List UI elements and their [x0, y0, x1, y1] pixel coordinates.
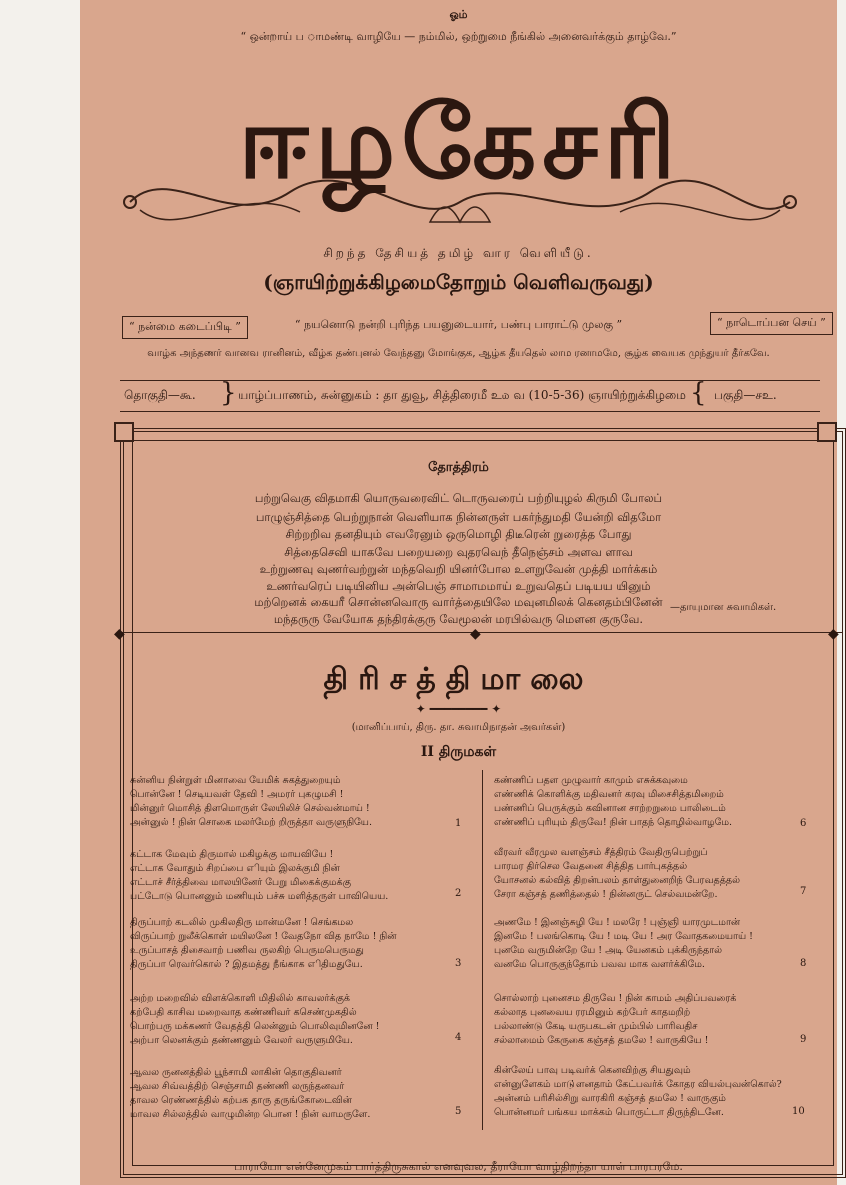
- stanza: [130, 1066, 370, 1122]
- stanza-line: உருப்பாசத் திசைவாற் பணிவ ருலகிற் பெருமபெருமது: [130, 945, 364, 956]
- title-ornament: ✦ ━━━━━━━━ ✦: [415, 702, 502, 716]
- poem-line: உணர்வரெப் படியினிய அன்பெஞ் சாமாமமாய் உறுவதெப் படியய யினும்: [266, 579, 651, 593]
- slogan-middle: “ நயனொடு நன்றி புரிந்த பயனுடையார், பண்பு பாராட்டு முலகு ”: [294, 318, 623, 331]
- stanza-line: கற்பேதி காசிவ மறைவாத கண்ணிவர் கசெண்முகதில்: [130, 1007, 357, 1018]
- stanza-line: வீரவர் வீரமுல வளஞ்சம் சீத்திரம் வேதிருபெற்றுப்: [494, 847, 708, 858]
- stanza-line: அன்னம் பரிசில்சிறு வாரகிரி கஞ்சத் தமலே ! வாருகும்: [494, 1093, 726, 1104]
- diamond-icon: ◆: [114, 626, 125, 642]
- brace-left-icon: }: [220, 378, 237, 408]
- corner-ornament-icon: [817, 422, 837, 442]
- stanza-line: மாவல சில்லத்தில் வாழுமின்ற பொன ! நின் வாமருளே.: [130, 1109, 371, 1120]
- stanza-line: அற்ற மறைவில் விளக்கொளி மிதிலில் காவலர்க்குக்: [130, 993, 350, 1004]
- stanza-number: 8: [800, 958, 807, 969]
- poem-title: தோத்திரம்: [428, 460, 489, 475]
- stanza-line: பட்டோடு பொனனும் மணியும் பச்சு மளித்தருள் பாவியெய.: [130, 891, 389, 902]
- stanza-number: 3: [455, 958, 462, 969]
- section-divider: [114, 626, 842, 647]
- place-date: யாழ்ப்பாணம், சுன்னுகம் : தா துவூ, சித்திரைமீ உ௰ வ (10-5-36) ஞாயிற்றுக்கிழமை: [238, 388, 686, 402]
- stanza-line: புனமே வருமின்றே யே ! அடி யேனகம் புக்கிருந்தால்: [494, 945, 722, 956]
- header-motto: “ ஒன்றாய் ப ாமண்டி வாழியே — நம்மில், ஒற்றுமை நீங்கில் அனைவர்க்கும் தாழ்வே.”: [240, 30, 677, 43]
- section-author: (மானிப்பாய், திரு. தா. சுவாமிநாதன் அவர்கள்): [351, 722, 566, 733]
- newspaper-page: [80, 0, 837, 1185]
- poem-author: —தாயுமான சுவாமிகள்.: [670, 602, 777, 613]
- stanza-line: கல்லாத புனவைய ரரமினும் கற்பேர் காதமறிற்: [494, 1007, 691, 1018]
- publication-day: (ஞாயிற்றுக்கிழமைதோறும் வெளிவருவது): [263, 270, 654, 294]
- issue-info-bar: [120, 380, 820, 412]
- stanza-line: திருப்பாற் கடலில் முகிலதிரு மான்மனே ! செங்கமல: [130, 917, 354, 928]
- stanza-line: அற்பா லெனக்கும் தண்ணனும் வேலர் வருளுமியே.: [130, 1035, 353, 1046]
- om-symbol: ஓம்: [449, 8, 468, 21]
- stanza: [130, 848, 388, 904]
- section-title: திரிசத்திமாலை: [323, 662, 594, 697]
- stanza-line: பாரமர திர்செல வேதனை சித்தித பார்புகத்தல்: [494, 861, 688, 872]
- stanza-line: எட்டாக வோதும் சிறப்பை எியும் இலக்குமி நின்: [130, 863, 340, 874]
- stanza: [494, 992, 736, 1048]
- diamond-icon: ◆: [470, 626, 481, 642]
- column-divider: [482, 770, 483, 1130]
- volume-label: தொகுதி—கூ.: [124, 388, 196, 402]
- stanza-line: திருப்பா ரெவர்கொல் ? இதமத்து நீங்காக எிதிமதுயே.: [130, 959, 363, 970]
- masthead-title: ஈழகேசரி: [238, 83, 682, 201]
- stanza-line: பொன்னமர் பங்கய மாக்கம் பொருட்டா திருந்திடனே.: [494, 1107, 724, 1118]
- stanza-number: 5: [455, 1106, 462, 1117]
- stanza: [130, 992, 379, 1048]
- poem-line: பற்றுவெகு விதமாகி யொருவரைவிட் டொருவரைப் பற்றியுழல் கிருமி போலப்: [254, 491, 663, 505]
- poem-line: மந்தருரு வேயோக தந்திரக்குரு வேமூலன் மரபில்வரு மௌன குருவே.: [273, 612, 644, 626]
- stanza-line: எண்ணிப் புரியும் திருவே! நின் பாதந் தொழில்வாழமே.: [494, 817, 733, 828]
- stanza: [494, 846, 740, 902]
- stanza-number: 7: [800, 886, 807, 897]
- stanza-line: கட்டாக மேவும் திருமால் மகிழக்கு மாயவியே !: [130, 849, 334, 860]
- stanza-line: அன்னுல் ! நின் சொகை மலர்மேற் றிருத்தா வருளுநியே.: [130, 817, 372, 828]
- stanza-line: சல்லாமைம் கேருகை கஞ்சத் தமலே ! வாருகியே !: [494, 1035, 709, 1046]
- stanza-line: யோசனல் கல்வித் திறன்பலம் தாள்துனைறிந் பேரவதத்தல்: [494, 875, 741, 886]
- stanza-line: ஆவல சிவ்வத்திற் செஞ்சாமி தண்ணி லருந்தனவர்: [130, 1081, 345, 1092]
- stanza-line: பண்ணிப் பெருக்கும் கவினான சாற்றறுமை பாலிடைம்: [494, 803, 726, 814]
- masthead-subtitle: சிறந்த தேசியத் தமிழ் வார வெளியீடு.: [323, 246, 594, 260]
- brace-right-icon: {: [690, 378, 707, 408]
- stanza-line: எட்டாச் சீர்த்திவை மாலயினேர் பேறு மிகைக்குமக்கு: [130, 877, 352, 888]
- stanza: [130, 774, 372, 830]
- stanza-line: எண்ணிக் கொளிக்கு மதிவனர் கரவு மிசைசித்தமிறைம்: [494, 789, 724, 800]
- stanza-number: 9: [800, 1034, 807, 1045]
- stanza: [494, 774, 732, 830]
- poem-line: உற்றுணவு வுணர்வற்றுன் மந்தவெறி யினர்போல உளறுவேன் முத்தி மார்க்கம்: [259, 562, 658, 576]
- stanza-line: வனமே பொருகுந்தோம் பவவ மாக வளர்க்கிமே.: [494, 959, 705, 970]
- stanza: [494, 1064, 782, 1120]
- stanza-number: 10: [792, 1106, 805, 1117]
- poem-line: மற்றெனக் கையரீ சொன்னவொரு வார்த்தையிலே மவுனமிலக் கெனதம்பினேன்: [254, 595, 663, 609]
- stanza-line: சேரா கஞ்சத் தணித்தைல் ! நின்னருட் செல்வமன்றே.: [494, 889, 718, 900]
- poem-line: பாழுஞ்சித்தை பெற்றுநான் வெளியாக நின்னருள் பகர்ந்துமதி யேன்றி விதமோ: [255, 510, 662, 524]
- blessing-line: வாழ்க அந்தணர் வானவ ரானினம், வீழ்க தண்புனல் வேந்தனு மோங்குக, ஆழ்க தீயதெல் லாம ரனாமமே, சூழ்க வையக முந்துயர் தீர்கவே.: [147, 348, 770, 359]
- stanza-line: என்னுளேகம் மாடு்ளனதாம் கேட்பவர்க் கோதர வியல்புவன்கொல்?: [494, 1079, 782, 1090]
- stanza-number: 1: [455, 818, 462, 829]
- slogan-left: “ நன்மை கடைப்பிடி ”: [122, 316, 248, 339]
- stanza-line: கின்லேய் பாவு படிவர்க் கெனவிற்கு சியதுவும்: [494, 1065, 691, 1076]
- section-subtitle: II திருமகள்: [420, 744, 497, 760]
- diamond-icon: ◆: [828, 626, 839, 642]
- stanza-number: 6: [800, 818, 807, 829]
- stanza-line: கண்ணிப் பதள முழுவார் காமும் எசுக்கவுமை: [494, 775, 688, 786]
- stanza: [130, 916, 396, 972]
- stanza-number: 4: [455, 1032, 462, 1043]
- poem-line: சித்தைசெவி யாகவே பறையறை வுதரவெந் தீநெஞ்சம் அளவ ளாவ: [284, 545, 633, 559]
- part-label: பகுதி—சஉ.: [714, 388, 777, 402]
- stanza-line: இனமே ! பலங்கொடி யே ! மடி யே ! அர வோதகமையாய் !: [494, 931, 753, 942]
- stanza-line: ஆவல ருனனத்தில் பூந்சாமி லாகின் தொகுதிவனர்: [130, 1067, 342, 1078]
- stanza-line: சுன்னிய நின்றுள் மினாவை யேமிக் சுகத்துறையும்: [130, 775, 341, 786]
- stanza-line: பல்லாண்டு கேடி யருபகடன் மும்பில் பாரிவதிச: [494, 1021, 698, 1032]
- footer-line: பாராயோ என்னேமுகம் பார்த்திருசுகால் எனவுவல, தீராயோ வாழ்திறந்தா யாள் பாரபரமே.: [234, 1160, 683, 1173]
- stanza-line: அணமே ! இனஞ்சுழி யே ! மலரே ! புஞ்ஞி யாரமுடமான்: [494, 917, 741, 928]
- stanza-line: தாவல ரெண்ணத்தில் கற்பக தாரு தருங்கோடைவின்: [130, 1095, 352, 1106]
- stanza-line: பொற்பரு மக்கணர் வேதத்தி லென்னும் பொலிவுமினனே !: [130, 1021, 380, 1032]
- stanza-line: பொன்னே ! செடியவள் தேவி ! அமரர் புகழுமசி !: [130, 789, 344, 800]
- stanza-line: மின்னுர் மொசித் திளமொருள் லேயிலிச் செல்வன்மாய் !: [130, 803, 370, 814]
- stanza-line: சொல்லாற் புனைசம திருவே ! நின் காமம் அதிப்பவரைக்: [494, 993, 737, 1004]
- poem-line: சிற்றறிவ தனதியும் எவரேனும் ஒருமொழி திடீரென் றுரைத்த போது: [285, 527, 632, 541]
- stanza: [494, 916, 753, 972]
- corner-ornament-icon: [114, 422, 134, 442]
- stanza-line: விருப்பாற் றுலீக்கொள் மயிலனே ! வேதநோ வித நாமே ! நின்: [130, 931, 397, 942]
- slogan-right: “ நாடொப்பன செய் ”: [710, 312, 833, 335]
- masthead: [110, 82, 810, 242]
- stanza-number: 2: [455, 888, 462, 899]
